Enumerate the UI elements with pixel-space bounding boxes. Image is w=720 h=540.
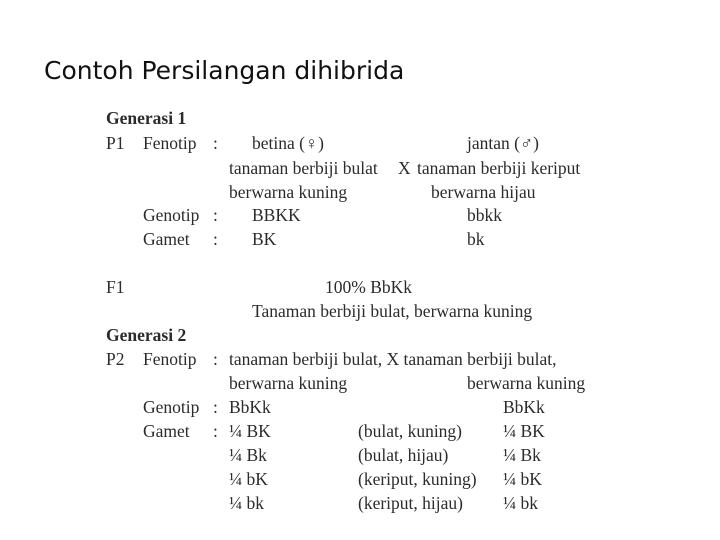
gamete-left: ¼ bk (229, 493, 264, 513)
gamete-left: ¼ BK (229, 421, 271, 441)
gamete-left: ¼ bK (229, 469, 268, 489)
gen2-fenotip-label: Fenotip (143, 349, 197, 369)
gamete-left: ¼ Bk (229, 445, 267, 465)
gen1-fenotip-colon: : (213, 133, 218, 153)
gen1-male-desc-1: tanaman berbiji keriput (417, 158, 581, 178)
gen1-female-desc-1: tanaman berbiji bulat (229, 158, 378, 178)
gen2-right-desc-2: berwarna kuning (467, 373, 586, 393)
gamete-right: ¼ bk (503, 493, 538, 513)
p1-label: P1 (106, 133, 125, 153)
gen1-gamet-colon: : (213, 229, 218, 249)
gen2-gamet-label: Gamet (143, 421, 190, 441)
gen1-genotip-colon: : (213, 205, 218, 225)
gamete-desc: (keriput, hijau) (358, 493, 463, 513)
f1-result: 100% BbKk (325, 277, 413, 297)
slide-title: Contoh Persilangan dihibrida (44, 56, 405, 85)
gamete-right: ¼ bK (503, 469, 542, 489)
gen2-genotip-label: Genotip (143, 397, 200, 417)
gen2-fenotip-colon: : (213, 349, 218, 369)
gen1-male-desc-2: berwarna hijau (431, 182, 536, 202)
gen1-genotip-label: Genotip (143, 205, 200, 225)
gen1-male-genotype: bbkk (467, 205, 502, 225)
gen1-female-desc-2: berwarna kuning (229, 182, 348, 202)
gen1-gamet-label: Gamet (143, 229, 190, 249)
gen1-female: betina (♀) (252, 133, 324, 153)
gamete-right: ¼ BK (503, 421, 545, 441)
gamete-right: ¼ Bk (503, 445, 541, 465)
gen1-cross-symbol: X (398, 158, 411, 178)
gen2-heading: Generasi 2 (106, 325, 187, 345)
gen1-male-gamete: bk (467, 229, 485, 249)
gen1-heading: Generasi 1 (106, 108, 187, 128)
f1-label: F1 (106, 277, 125, 297)
gamete-desc: (keriput, kuning) (358, 469, 477, 489)
gen2-fenotip-line-1: tanaman berbiji bulat, X tanaman berbiji bulat, (229, 349, 557, 369)
gen1-female-genotype: BBKK (252, 205, 301, 225)
gen2-left-desc-2: berwarna kuning (229, 373, 348, 393)
f1-description: Tanaman berbiji bulat, berwarna kuning (252, 301, 533, 321)
gen2-left-genotype: BbKk (229, 397, 271, 417)
gen2-right-genotype: BbKk (503, 397, 545, 417)
gamete-desc: (bulat, kuning) (358, 421, 463, 441)
gen1-fenotip-label: Fenotip (143, 133, 197, 153)
p2-label: P2 (106, 349, 125, 369)
gen2-genotip-colon: : (213, 397, 218, 417)
gen1-male: jantan (♂) (467, 133, 539, 153)
gamete-desc: (bulat, hijau) (358, 445, 449, 465)
gen1-female-gamete: BK (252, 229, 277, 249)
gen2-gamet-colon: : (213, 421, 218, 441)
